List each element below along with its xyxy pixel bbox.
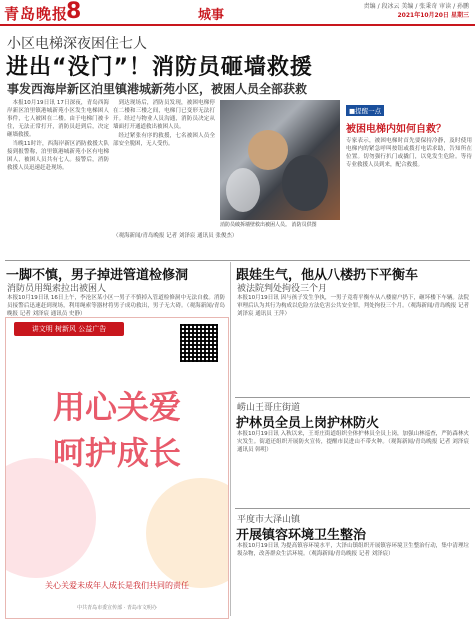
masthead-credits (364, 2, 469, 20)
editor-credits: 责编 / 段冰云 美编 / 张秉奇 审读 / 孙鹏 (363, 3, 469, 10)
masthead (0, 0, 475, 26)
firefighter-gear (282, 155, 328, 211)
page-number: 8 (66, 0, 82, 24)
sidebar-tag: ■提醒一点 (346, 105, 384, 116)
ad-slogan-line2: 呵护成长 (52, 434, 181, 472)
story3-headline: 跟娃生气，他从八楼扔下平衡车 (236, 268, 419, 283)
lead-kicker: 小区电梯深夜困住七人 (7, 36, 147, 52)
ad-footer: 中共青岛市委宣传部 · 青岛市文明办 (77, 605, 157, 611)
story3-body: 本报10月19日讯 因与孩子发生争执，一男子竟将平衡车从八楼窗户扔下，砸坏楼下车辆。法院审理后认为其行为构成以危险方法危害公共安全罪，判处拘役三个月。（观海新闻/青岛晚报 记者 刘泽宸 通讯员 王萍） (237, 295, 469, 317)
ad-slogan-line1: 用心关爱 (52, 388, 181, 426)
story5-body: 本报10月19日讯 为提高镇容环境水平，大泽山镇组织开展镇容环境卫生整治行动，集中清理垃圾杂物，改善群众生活环境。（观海新闻/青岛晚报 记者 刘泽宸） (237, 543, 469, 557)
photo-credit: 消防员供图 (291, 222, 317, 228)
lead-body-col2 (113, 99, 215, 229)
story4-body: 本报10月19日讯 入秋以来，王哥庄街道组织全体护林员全员上岗，加强山林巡查，严防森林火灾发生。街道还组织开展防火宣传，提醒市民进山不带火种。（观海新闻/青岛晚报 记者 刘泽宸 通讯员 韩明） (237, 431, 469, 453)
tips-sidebar (346, 98, 472, 248)
issue-date: 2021年10月20日 星期三 (397, 12, 469, 19)
lead-paragraph: 到达现场后，消防员发现，被困电梯停在二楼和三楼之间，电梯门已变形无法打开。经过与物业人员沟通，消防员决定从墙面打开通道救出被困人员。 (113, 100, 215, 130)
public-service-ad (5, 317, 229, 619)
story-divider (235, 508, 470, 509)
caption-text: 消防员破拆墙壁救出被困人员。 (220, 222, 291, 228)
lead-paragraph: 经过紧张有序的救援，七名被困人员全部安全脱困，无人受伤。 (113, 133, 215, 147)
story-divider (235, 397, 470, 398)
story5-headline: 开展镇容环境卫生整治 (236, 528, 367, 543)
firefighter-figure (248, 130, 288, 170)
lead-deck: 事发西海岸新区泊里镇港城新苑小区，被困人员全部获救 (7, 82, 308, 96)
lead-headline: 进出“没门”！消防员砸墙救援 (6, 55, 313, 80)
sidebar-text: 专家表示，被困电梯时首先要保持冷静，及时使用电梯内的紧急呼叫按钮或拨打电话求助，告知所在位置。切勿强行扒门或撬门，以免发生危险。等待专业救援人员到来，配合救援。 (346, 138, 472, 168)
section-divider (5, 260, 470, 261)
newspaper-logo: 青岛晚报 (4, 5, 69, 23)
ad-tagline: 关心关爱未成年人成长是我们共同的责任 (45, 581, 189, 590)
story2-headline: 一脚不慎，男子掉进管道检修洞 (6, 268, 189, 283)
broken-wall (226, 168, 260, 212)
sidebar-title: 被困电梯内如何自救？ (346, 124, 446, 135)
lead-byline: （观海新闻/青岛晚报 记者 刘泽宸 通讯员 张俊杰） (113, 233, 238, 239)
story2-subhead: 消防员用绳索拉出被困人 (7, 284, 107, 294)
story3-subhead: 被法院判处拘役三个月 (237, 284, 328, 294)
section-title: 城事 (198, 8, 225, 23)
lead-body-col1 (7, 99, 109, 254)
lead-paragraph: 当晚11时许，西海岸新区消防救援大队接到报警称，泊里镇港城新苑小区有电梯困人，被困人员共有七人。接警后，消防救援人员迅速赶赴现场。 (7, 141, 109, 171)
decorative-circle (146, 478, 229, 588)
story4-headline: 护林员全员上岗护林防火 (236, 416, 380, 431)
column-divider (230, 262, 231, 616)
qr-code-icon (180, 324, 218, 362)
lead-paragraph: 本报10月19日讯 17日深夜，青岛西海岸新区泊里镇港城新苑小区发生电梯困人事件，七人被困在二楼。由于电梯门被卡住，无法正常打开，消防员赶到后，决定砸墙救援。 (7, 100, 109, 138)
decorative-circle (5, 458, 96, 578)
ad-top-label: 讲文明 树新风 公益广告 (14, 322, 124, 336)
story4-kicker: 崂山王哥庄街道 (237, 403, 301, 413)
photo-caption (220, 222, 342, 229)
story2-body: 本报10月19日讯 16日上午，李沧区某小区一男子不慎掉入管道检修洞中无法自救。消防员接警后迅速赶到现场，利用绳索等器材将男子成功救出，男子无大碍。（观海新闻/青岛晚报 记者 刘泽宸 通讯员 史静） (7, 295, 225, 316)
story5-kicker: 平度市大泽山镇 (237, 515, 301, 525)
lead-photo (220, 100, 340, 220)
